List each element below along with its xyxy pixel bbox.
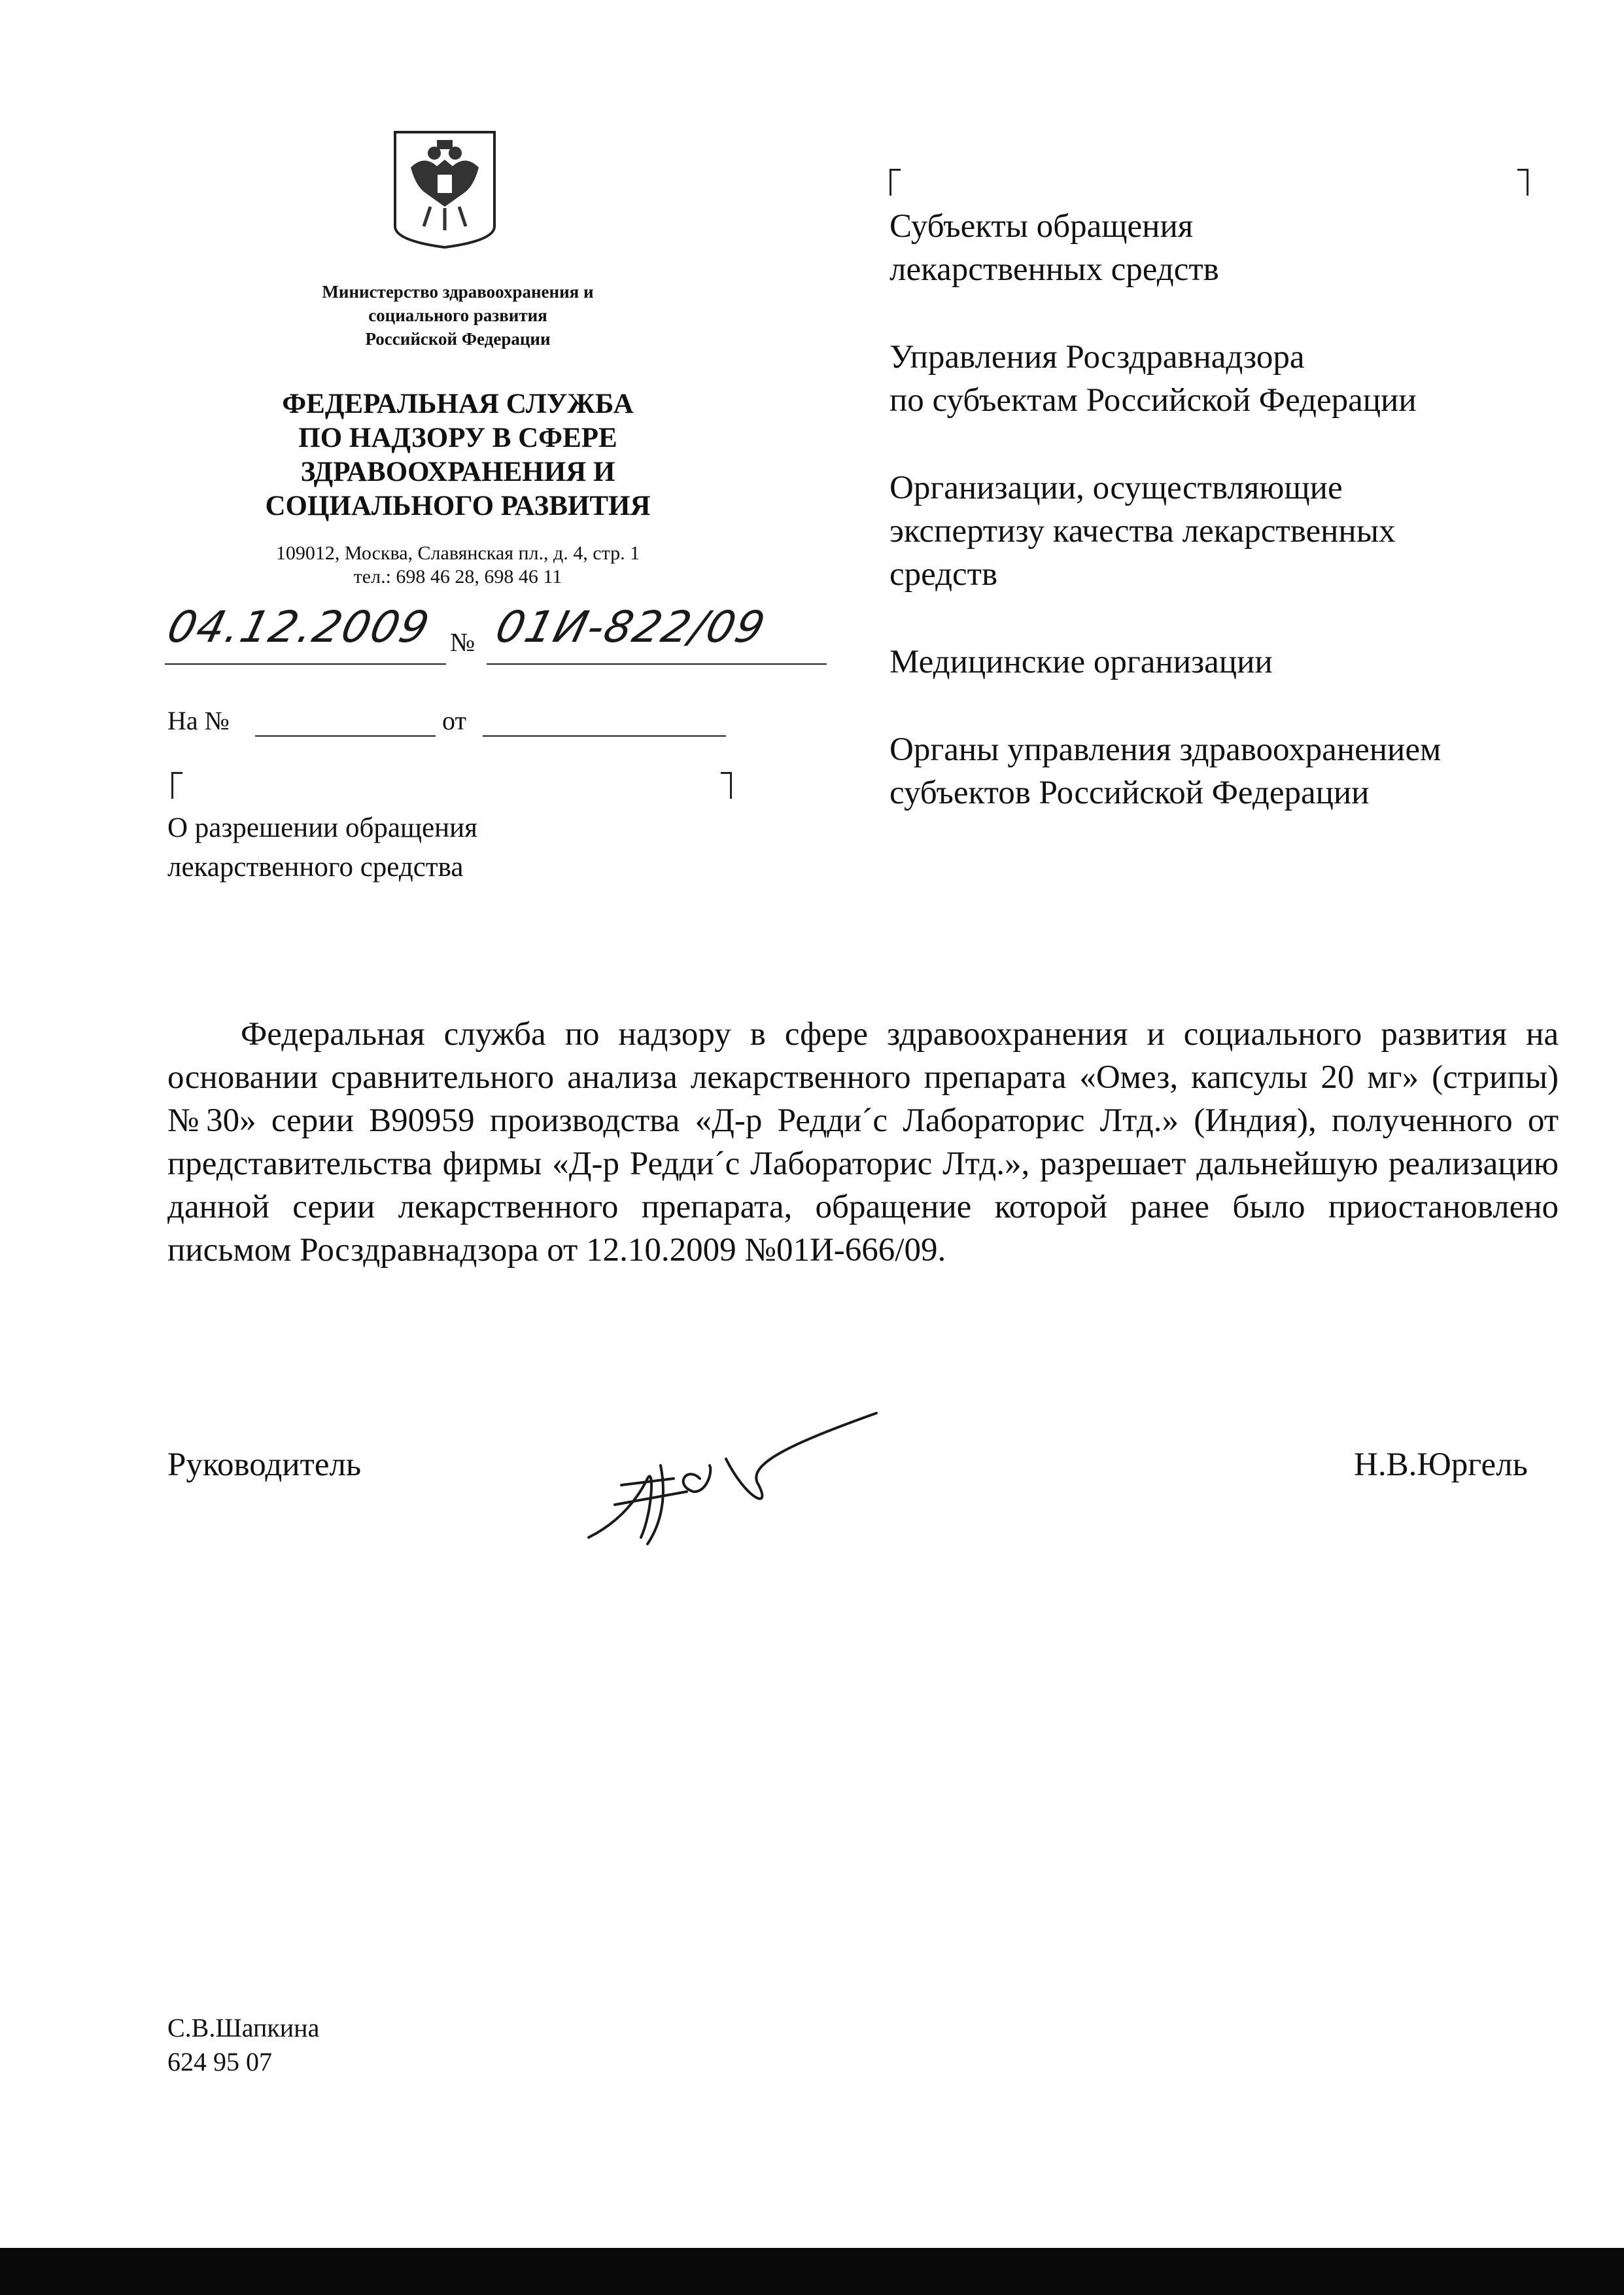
recipient bbox=[890, 336, 1583, 422]
recipients-corner-left bbox=[890, 169, 901, 196]
subject-corner-right bbox=[721, 772, 732, 799]
recipients-block bbox=[890, 205, 1583, 859]
subject-line: лекарственного средства bbox=[167, 852, 464, 883]
registration-date: 04.12.2009 bbox=[162, 602, 436, 652]
russian-coat-of-arms-icon bbox=[391, 128, 498, 250]
agency-line: ФЕДЕРАЛЬНАЯ СЛУЖБА bbox=[282, 389, 634, 419]
signatory-title: Руководитель bbox=[167, 1446, 362, 1483]
recipient-line: Медицинские организации bbox=[890, 644, 1273, 680]
recipient bbox=[890, 640, 1583, 684]
signatory-name: Н.В.Юргель bbox=[1354, 1446, 1528, 1483]
reply-from-blank bbox=[483, 735, 726, 737]
executor-contact bbox=[167, 2011, 319, 2079]
subject-corner-left bbox=[171, 772, 182, 799]
ministry-line: Российской Федерации bbox=[365, 329, 551, 349]
scan-bottom-edge bbox=[0, 2248, 1624, 2295]
letter-body: Федеральная служба по надзору в сфере здравоохранения и социального развития на основании сравнительного анализа лекарственного препарата «Омез, капсулы 20 мг» (стрипы) №30» серии B90959 производства «Д-р Редди´с Лабораторис Лтд.» (Индия), полученного от представительства фирмы «Д-р Редди´с Лабораторис Лтд.», разрешает дальнейшую реализацию данной серии лекарственного препарата, обращение которой ранее было приостановлено письмом Росздравнадзора от 12.10.2009 №01И-666/09. bbox=[167, 1016, 1559, 1269]
agency-line: ПО НАДЗОРУ В СФЕРЕ bbox=[298, 423, 617, 453]
date-underline bbox=[165, 663, 446, 665]
recipient bbox=[890, 728, 1583, 815]
agency-name bbox=[216, 387, 700, 523]
agency-line: СОЦИАЛЬНОГО РАЗВИТИЯ bbox=[265, 491, 651, 521]
agency-address bbox=[196, 542, 719, 589]
ministry-line: Министерство здравоохранения и bbox=[322, 282, 594, 302]
subject bbox=[167, 809, 586, 887]
recipient-line: Субъекты обращения bbox=[890, 208, 1194, 245]
agency-line: ЗДРАВООХРАНЕНИЯ И bbox=[300, 457, 615, 487]
handwritten-signature bbox=[576, 1407, 890, 1550]
recipients-corner-right bbox=[1517, 169, 1529, 196]
number-sign: № bbox=[450, 627, 475, 657]
subject-line: О разрешении обращения bbox=[167, 813, 477, 843]
address-line: 109012, Москва, Славянская пл., д. 4, стр. 1 bbox=[275, 542, 640, 564]
recipient-line: экспертизу качества лекарственных bbox=[890, 513, 1396, 550]
recipient-line: Организации, осуществляющие bbox=[890, 470, 1343, 506]
recipient-line: по субъектам Российской Федерации bbox=[890, 382, 1417, 419]
recipient-line: субъектов Российской Федерации bbox=[890, 775, 1370, 811]
number-underline bbox=[487, 663, 827, 665]
recipient-line: Управления Росздравнадзора bbox=[890, 339, 1305, 376]
recipient bbox=[890, 205, 1583, 291]
registration-number: 01И-822/09 bbox=[491, 602, 771, 652]
reply-to-blank bbox=[255, 735, 436, 737]
reply-to-label: На № bbox=[167, 706, 230, 735]
recipient-line: средств bbox=[890, 556, 998, 593]
executor-phone: 624 95 07 bbox=[167, 2047, 272, 2076]
ministry-line: социального развития bbox=[368, 306, 547, 325]
phone-line: тел.: 698 46 28, 698 46 11 bbox=[353, 566, 562, 587]
executor-name: С.В.Шапкина bbox=[167, 2013, 320, 2042]
recipient-line: лекарственных средств bbox=[890, 251, 1219, 288]
ministry-name bbox=[262, 280, 654, 351]
recipient bbox=[890, 466, 1583, 596]
recipient-line: Органы управления здравоохранением bbox=[890, 731, 1442, 768]
reply-from-label: от bbox=[442, 706, 466, 735]
